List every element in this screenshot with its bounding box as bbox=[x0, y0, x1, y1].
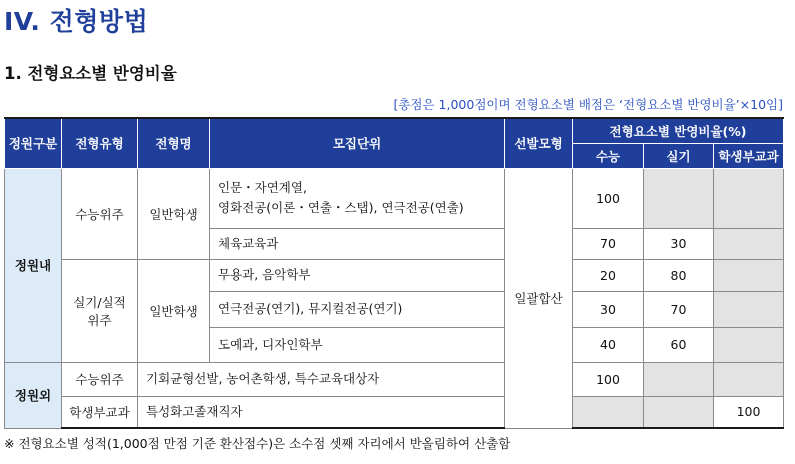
suneung-cell: 30 bbox=[573, 291, 644, 327]
table-row bbox=[5, 396, 784, 428]
header-hakseng: 학생부교과 bbox=[714, 143, 784, 168]
category-in: 정원내 bbox=[5, 168, 62, 362]
type-line: 위주 bbox=[87, 312, 112, 328]
unit-cell: 특성화고졸재직자 bbox=[138, 396, 505, 428]
header-category: 정원구분 bbox=[5, 118, 62, 168]
hakseng-cell-empty bbox=[714, 228, 784, 259]
header-silgi: 실기 bbox=[644, 143, 714, 168]
unit-cell: 체육교육과 bbox=[210, 228, 505, 259]
silgi-cell-empty bbox=[644, 396, 714, 428]
suneung-cell: 20 bbox=[573, 259, 644, 291]
header-model: 선발모형 bbox=[505, 118, 573, 168]
suneung-cell: 70 bbox=[573, 228, 644, 259]
suneung-cell-empty bbox=[573, 396, 644, 428]
header-unit: 모집단위 bbox=[210, 118, 505, 168]
header-type: 전형유형 bbox=[62, 118, 138, 168]
silgi-cell: 80 bbox=[644, 259, 714, 291]
hakseng-cell: 100 bbox=[714, 396, 784, 428]
table-row bbox=[5, 259, 784, 291]
unit-line: 인문・자연계열, bbox=[218, 180, 307, 195]
table-row bbox=[5, 168, 784, 228]
hakseng-cell-empty bbox=[714, 168, 784, 228]
hakseng-cell-empty bbox=[714, 259, 784, 291]
subsection-title: 1. 전형요소별 반영비율 bbox=[4, 64, 177, 83]
header-name: 전형명 bbox=[138, 118, 210, 168]
silgi-cell: 30 bbox=[644, 228, 714, 259]
suneung-cell: 100 bbox=[573, 362, 644, 396]
type-cell: 수능위주 bbox=[62, 362, 138, 396]
suneung-cell: 40 bbox=[573, 327, 644, 362]
name-cell: 일반학생 bbox=[138, 259, 210, 362]
hakseng-cell-empty bbox=[714, 291, 784, 327]
unit-cell bbox=[210, 168, 505, 228]
silgi-cell: 60 bbox=[644, 327, 714, 362]
ratio-table bbox=[4, 117, 784, 429]
category-out: 정원외 bbox=[5, 362, 62, 428]
hakseng-cell-empty bbox=[714, 327, 784, 362]
unit-cell: 연극전공(연기), 뮤지컬전공(연기) bbox=[210, 291, 505, 327]
model-cell: 일괄합산 bbox=[505, 168, 573, 428]
suneung-cell: 100 bbox=[573, 168, 644, 228]
type-line: 실기/실적 bbox=[73, 294, 126, 310]
section-title: IV. 전형방법 bbox=[4, 7, 149, 36]
footnote: ※ 전형요소별 성적(1,000점 만점 기준 환산점수)은 소수점 셋째 자리에서 반올림하여 산출함 bbox=[4, 436, 511, 451]
silgi-cell: 70 bbox=[644, 291, 714, 327]
table-row bbox=[5, 362, 784, 396]
name-cell: 일반학생 bbox=[138, 168, 210, 259]
silgi-cell-empty bbox=[644, 362, 714, 396]
type-cell bbox=[62, 259, 138, 362]
silgi-cell-empty bbox=[644, 168, 714, 228]
score-note: [총점은 1,000점이며 전형요소별 배점은 ‘전형요소별 반영비율’×10임] bbox=[393, 97, 783, 112]
unit-cell: 도예과, 디자인학부 bbox=[210, 327, 505, 362]
header-suneung: 수능 bbox=[573, 143, 644, 168]
hakseng-cell-empty bbox=[714, 362, 784, 396]
type-cell: 수능위주 bbox=[62, 168, 138, 259]
unit-cell: 기회균형선발, 농어촌학생, 특수교육대상자 bbox=[138, 362, 505, 396]
header-ratio: 전형요소별 반영비율(%) bbox=[573, 118, 784, 143]
unit-line: 영화전공(이론・연출・스탭), 연극전공(연출) bbox=[218, 200, 464, 215]
unit-cell: 무용과, 음악학부 bbox=[210, 259, 505, 291]
type-cell: 학생부교과 bbox=[62, 396, 138, 428]
